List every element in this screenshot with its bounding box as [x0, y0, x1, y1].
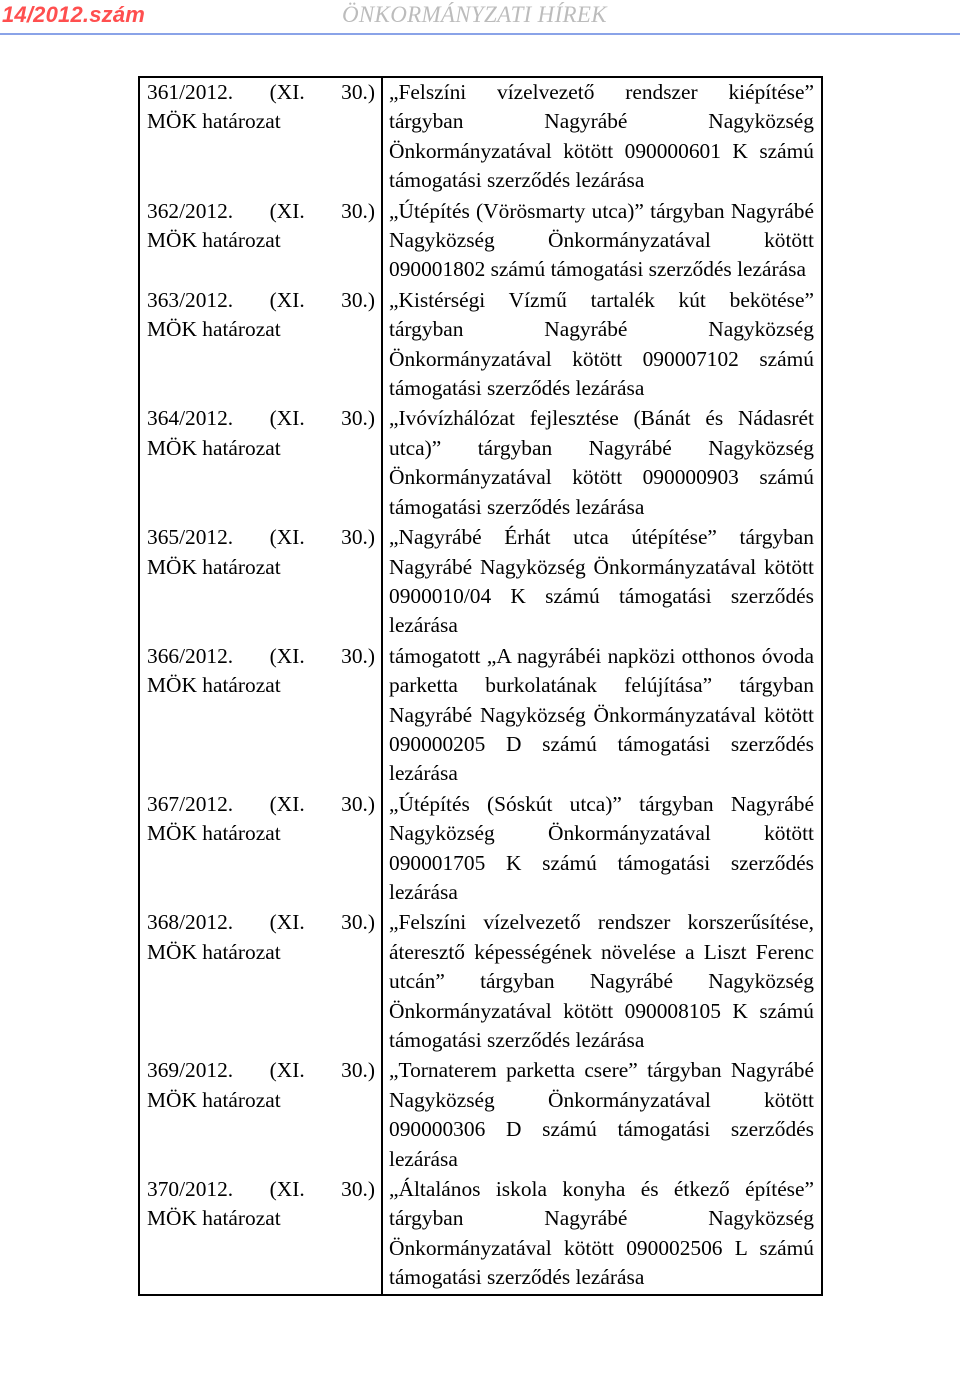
- resolution-row: [139, 523, 822, 642]
- resolution-number: 362/2012.: [147, 198, 234, 223]
- resolution-month: (XI.: [269, 525, 305, 550]
- resolution-type: MÖK határozat: [147, 435, 281, 460]
- resolution-reference: [147, 197, 375, 226]
- resolution-reference: [147, 78, 375, 107]
- resolution-reference: [147, 523, 375, 552]
- resolution-day: 30.): [341, 910, 375, 935]
- resolution-month: (XI.: [269, 1177, 305, 1202]
- resolution-id-cell: [139, 1175, 382, 1295]
- resolution-reference: [147, 286, 375, 315]
- resolution-month: (XI.: [269, 198, 305, 223]
- resolution-number: 366/2012.: [147, 643, 234, 668]
- resolution-subject: „Tornaterem parketta csere” tárgyban Nagyrábé Nagyközség Önkormányzatával kötött 090000306 D számú támogatási szerződés lezárása: [382, 1056, 822, 1175]
- resolution-number: 361/2012.: [147, 80, 234, 104]
- resolution-id-cell: [139, 197, 382, 286]
- resolution-id-cell: [139, 642, 382, 790]
- resolution-number: 370/2012.: [147, 1177, 234, 1202]
- resolution-subject: „Felszíni vízelvezető rendszer korszerűsítése, áteresztő képességének növelése a Liszt Ferenc utcán” tárgyban Nagyrábé Nagyközség Önkormányzatával kötött 090008105 K számú támogatási szerződés lezárása: [382, 908, 822, 1056]
- resolution-row: [139, 197, 822, 286]
- resolution-type: MÖK határozat: [147, 673, 281, 698]
- resolution-subject: támogatott „A nagyrábéi napközi otthonos óvoda parketta burkolatának felújítása” tárgyban Nagyrábé Nagyközség Önkormányzatával kötött 090000205 D számú támogatási szerződés lezárása: [382, 642, 822, 790]
- resolution-row: [139, 286, 822, 405]
- resolution-id-cell: [139, 1056, 382, 1175]
- resolution-subject: „Útépítés (Vörösmarty utca)” tárgyban Nagyrábé Nagyközség Önkormányzatával kötött 090001802 számú támogatási szerződés lezárása: [382, 197, 822, 286]
- publication-title: ÖNKORMÁNYZATI HÍREK: [342, 2, 607, 27]
- resolution-type: MÖK határozat: [147, 821, 281, 846]
- page-header: [0, 0, 960, 34]
- resolution-month: (XI.: [269, 910, 305, 935]
- resolution-row: [139, 790, 822, 909]
- resolution-day: 30.): [341, 643, 375, 668]
- resolution-row: [139, 642, 822, 790]
- resolution-number: 367/2012.: [147, 791, 234, 816]
- resolution-subject: „Általános iskola konyha és étkező építése” tárgyban Nagyrábé Nagyközség Önkormányzatával kötött 090002506 L számú támogatási szerződés lezárása: [382, 1175, 822, 1295]
- resolution-month: (XI.: [269, 643, 305, 668]
- resolution-day: 30.): [341, 80, 375, 104]
- resolution-subject: „Felszíni vízelvezető rendszer kiépítése” tárgyban Nagyrábé Nagyközség Önkormányzatával kötött 090000601 K számú támogatási szerződés lezárása: [382, 77, 822, 197]
- resolution-day: 30.): [341, 406, 375, 431]
- resolution-row: [139, 404, 822, 523]
- resolution-month: (XI.: [269, 1058, 305, 1083]
- resolution-type: MÖK határozat: [147, 228, 281, 253]
- resolution-day: 30.): [341, 1177, 375, 1202]
- resolution-type: MÖK határozat: [147, 939, 281, 964]
- resolution-id-cell: [139, 286, 382, 405]
- resolution-day: 30.): [341, 198, 375, 223]
- resolution-subject: „Nagyrábé Érhát utca útépítése” tárgyban Nagyrábé Nagyközség Önkormányzatával kötött 0900010/04 K számú támogatási szerződés lezárása: [382, 523, 822, 642]
- resolution-month: (XI.: [269, 406, 305, 431]
- resolution-type: MÖK határozat: [147, 1087, 281, 1112]
- resolution-row: [139, 1175, 822, 1295]
- resolution-day: 30.): [341, 525, 375, 550]
- resolution-number: 365/2012.: [147, 525, 234, 550]
- resolutions-table-body: [139, 77, 822, 1295]
- resolution-row: [139, 908, 822, 1056]
- resolution-number: 363/2012.: [147, 287, 234, 312]
- resolution-month: (XI.: [269, 791, 305, 816]
- resolution-number: 368/2012.: [147, 910, 234, 935]
- resolution-subject: „Útépítés (Sóskút utca)” tárgyban Nagyrábé Nagyközség Önkormányzatával kötött 090001705 K számú támogatási szerződés lezárása: [382, 790, 822, 909]
- resolution-id-cell: [139, 790, 382, 909]
- resolution-type: MÖK határozat: [147, 554, 281, 579]
- issue-number: 14/2012.szám: [2, 2, 146, 27]
- resolution-row: [139, 77, 822, 197]
- resolution-day: 30.): [341, 287, 375, 312]
- resolution-id-cell: [139, 523, 382, 642]
- resolution-type: MÖK határozat: [147, 109, 281, 134]
- resolution-id-cell: [139, 404, 382, 523]
- resolution-id-cell: [139, 77, 382, 197]
- resolution-reference: [147, 1056, 375, 1085]
- resolution-month: (XI.: [269, 80, 305, 104]
- header-rule: [0, 33, 960, 35]
- resolution-subject: „Kistérségi Vízmű tartalék kút bekötése” tárgyban Nagyrábé Nagyközség Önkormányzatával kötött 090007102 számú támogatási szerződés lezárása: [382, 286, 822, 405]
- resolutions-table: [138, 76, 823, 1296]
- resolution-reference: [147, 908, 375, 937]
- resolution-reference: [147, 790, 375, 819]
- resolution-number: 364/2012.: [147, 406, 234, 431]
- resolution-day: 30.): [341, 791, 375, 816]
- resolution-number: 369/2012.: [147, 1058, 234, 1083]
- resolution-row: [139, 1056, 822, 1175]
- resolution-reference: [147, 1175, 375, 1204]
- resolution-reference: [147, 404, 375, 433]
- resolution-type: MÖK határozat: [147, 1206, 281, 1231]
- resolution-reference: [147, 642, 375, 671]
- resolution-subject: „Ivóvízhálózat fejlesztése (Bánát és Nádasrét utca)” tárgyban Nagyrábé Nagyközség Önkormányzatával kötött 090000903 számú támogatási szerződés lezárása: [382, 404, 822, 523]
- resolution-id-cell: [139, 908, 382, 1056]
- resolution-day: 30.): [341, 1058, 375, 1083]
- resolution-type: MÖK határozat: [147, 317, 281, 342]
- resolution-month: (XI.: [269, 287, 305, 312]
